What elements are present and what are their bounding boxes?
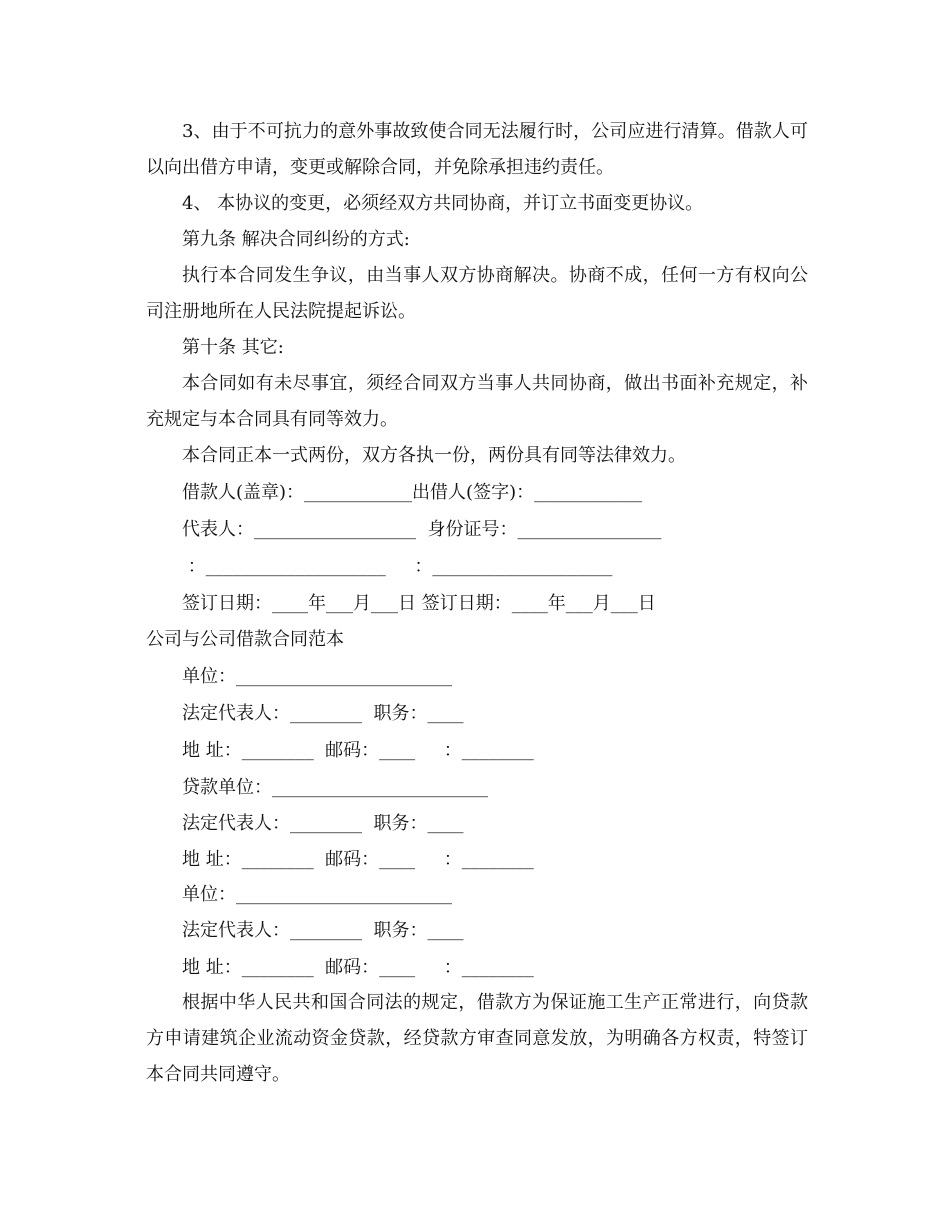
article-10-heading: 第十条 其它: <box>182 337 284 358</box>
form-line-address: 地 址：________ 邮码：____ ：________ <box>182 740 534 761</box>
copies-paragraph: 本合同正本一式两份，双方各执一份，两份具有同等法律效力。 <box>182 445 686 466</box>
form-line-unit: 单位：________________________ <box>182 666 452 687</box>
signature-line-blank: ：____________________ ：____________________ <box>182 556 613 577</box>
clause-4-paragraph: 4、 本协议的变更，必须经双方共同协商，并订立书面变更协议。 <box>182 193 704 214</box>
supplement-paragraph: 本合同如有未尽事宜，须经合同双方当事人共同协商，做出书面补充规定，补充规定与本合同具有同等效力。 <box>146 373 808 430</box>
article-9-heading: 第九条 解决合同纠纷的方式: <box>182 229 410 250</box>
signature-line-parties: 借款人(盖章)：____________出借人(签字)：____________ <box>182 482 643 503</box>
form-line-address: 地 址：________ 邮码：____ ：________ <box>182 957 534 978</box>
closing-paragraph: 根据中华人民共和国合同法的规定，借款方为保证施工生产正常进行，向贷款方申请建筑企业流动资金贷款，经贷款方审查同意发放，为明确各方权责，特签订本合同共同遵守。 <box>146 992 808 1085</box>
clause-3-paragraph: 3、由于不可抗力的意外事故致使合同无法履行时，公司应进行清算。借款人可以向出借方申请，变更或解除合同，并免除承担违约责任。 <box>146 121 808 178</box>
contract-title: 公司与公司借款合同范本 <box>146 629 344 650</box>
form-line-unit: 单位：________________________ <box>182 884 452 905</box>
form-line-legal-rep: 法定代表人：________ 职务：____ <box>182 703 464 724</box>
signature-line-representative: 代表人：__________________ 身份证号：________________ <box>182 519 662 540</box>
signature-line-dates: 签订日期：____年___月___日 签订日期：____年___月___日 <box>182 593 656 614</box>
dispute-resolution-paragraph: 执行本合同发生争议，由当事人双方协商解决。协商不成，任何一方有权向公司注册地所在人民法院提起诉讼。 <box>146 265 808 322</box>
form-line-lender-unit: 贷款单位：________________________ <box>182 777 488 798</box>
form-line-legal-rep: 法定代表人：________ 职务：____ <box>182 920 464 941</box>
form-line-legal-rep: 法定代表人：________ 职务：____ <box>182 813 464 834</box>
form-line-address: 地 址：________ 邮码：____ ：________ <box>182 849 534 870</box>
